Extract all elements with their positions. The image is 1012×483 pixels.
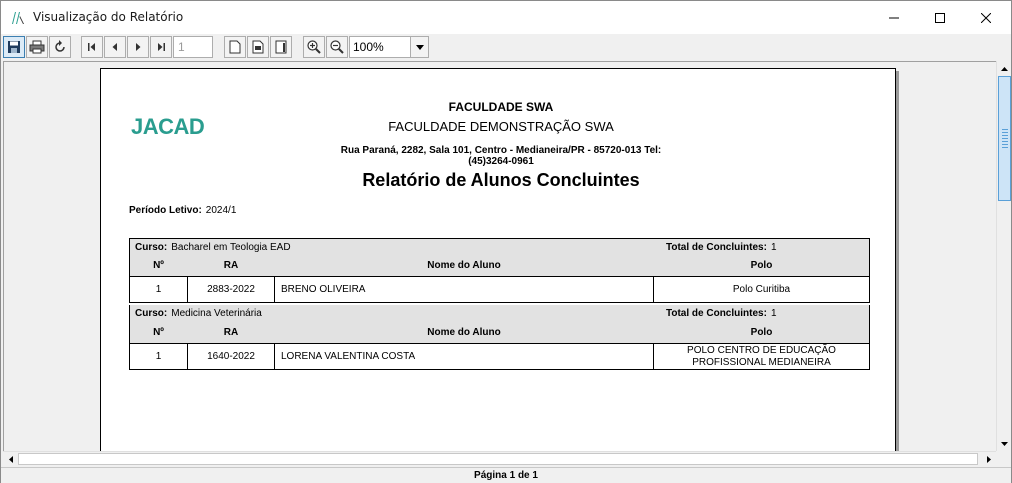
table-row <box>129 276 870 303</box>
cell-polo: Polo Curitiba <box>732 283 791 295</box>
next-page-button[interactable] <box>127 36 149 58</box>
total-label: Total de Concluintes: <box>666 242 767 253</box>
previous-page-icon <box>110 42 120 52</box>
academic-period <box>129 205 236 216</box>
scroll-up-icon[interactable] <box>997 61 1012 76</box>
chevron-down-icon[interactable] <box>410 37 428 57</box>
column-header-num: Nº <box>153 327 164 338</box>
scrollbar-corner <box>996 451 1011 466</box>
minimize-icon <box>889 13 899 23</box>
print-button[interactable] <box>26 36 48 58</box>
minimize-button[interactable] <box>871 1 917 34</box>
previous-page-button[interactable] <box>104 36 126 58</box>
cell-name: BRENO OLIVEIRA <box>281 284 366 295</box>
zoom-in-button[interactable] <box>303 36 325 58</box>
full-page-icon <box>275 40 287 54</box>
zoom-select[interactable] <box>349 36 429 58</box>
column-header-name: Nome do Aluno <box>427 260 501 271</box>
horizontal-scroll-track[interactable] <box>18 453 978 465</box>
course-header <box>129 238 870 257</box>
cell-name: LORENA VALENTINA COSTA <box>281 351 416 362</box>
course-label: Curso: <box>135 242 168 253</box>
institution-subtitle: FACULDADE DEMONSTRAÇÃO SWA <box>388 119 614 134</box>
zoom-out-button[interactable] <box>326 36 348 58</box>
scroll-right-icon[interactable] <box>981 452 996 467</box>
institution-address: Rua Paraná, 2282, Sala 101, Centro - Medianeira/PR - 85720-013 Tel: (45)3264-0961 <box>340 145 662 167</box>
maximize-button[interactable] <box>917 1 963 34</box>
last-page-button[interactable] <box>150 36 172 58</box>
institution-name: FACULDADE SWA <box>448 100 554 114</box>
app-icon <box>11 11 25 25</box>
next-page-icon <box>133 42 143 52</box>
jacad-logo: JACAD <box>131 114 205 139</box>
column-header-row <box>129 257 870 276</box>
report-page <box>100 68 896 451</box>
full-page-button[interactable] <box>270 36 292 58</box>
refresh-button[interactable] <box>49 36 71 58</box>
zoom-out-icon <box>330 40 344 54</box>
course-header <box>129 305 870 324</box>
preview-toolbar <box>1 34 1011 60</box>
period-label: Período Letivo: <box>129 205 202 216</box>
last-page-icon <box>156 42 166 52</box>
course-section <box>129 238 870 303</box>
window-title: Visualização do Relatório <box>33 10 184 24</box>
first-page-icon <box>87 42 97 52</box>
period-value: 2024/1 <box>205 205 237 216</box>
cell-num: 1 <box>155 284 162 295</box>
first-page-button[interactable] <box>81 36 103 58</box>
horizontal-scrollbar[interactable] <box>3 451 996 466</box>
close-icon <box>981 13 991 23</box>
page-info: Página 1 de 1 <box>474 470 538 481</box>
table-row <box>129 343 870 370</box>
column-header-polo: Polo <box>750 327 773 338</box>
course-label: Curso: <box>135 308 168 319</box>
single-page-icon <box>229 40 241 54</box>
vertical-scrollbar[interactable] <box>996 61 1011 451</box>
title-bar <box>1 1 1011 34</box>
save-icon <box>7 40 21 54</box>
zoom-in-icon <box>307 40 321 54</box>
column-header-ra: RA <box>223 327 239 338</box>
zoom-value: 100% <box>353 40 384 54</box>
page-width-icon <box>252 40 264 54</box>
column-header-name: Nome do Aluno <box>427 327 501 338</box>
page-number-input[interactable]: 1 <box>173 36 213 58</box>
total-label: Total de Concluintes: <box>666 308 767 319</box>
column-header-row <box>129 324 870 343</box>
column-header-ra: RA <box>223 260 239 271</box>
column-header-polo: Polo <box>750 260 773 271</box>
scroll-down-icon[interactable] <box>997 436 1012 451</box>
course-name: Bacharel em Teologia EAD <box>171 242 291 253</box>
save-button[interactable] <box>3 36 25 58</box>
printer-icon <box>29 40 45 54</box>
maximize-icon <box>935 13 945 23</box>
close-button[interactable] <box>963 1 1009 34</box>
vertical-scroll-thumb[interactable] <box>998 76 1011 201</box>
cell-num: 1 <box>155 351 162 362</box>
single-page-button[interactable] <box>224 36 246 58</box>
report-title: Relatório de Alunos Concluintes <box>362 170 640 190</box>
total-value: 1 <box>770 308 777 319</box>
cell-polo: POLO CENTRO DE EDUCAÇÃO PROFISSIONAL MEDIANEIRA <box>687 344 836 368</box>
page-width-button[interactable] <box>247 36 269 58</box>
course-name: Medicina Veterinária <box>171 308 262 319</box>
scroll-left-icon[interactable] <box>3 452 18 467</box>
course-section <box>129 305 870 370</box>
total-value: 1 <box>770 242 777 253</box>
preview-area[interactable] <box>3 61 996 451</box>
cell-ra: 2883-2022 <box>207 284 255 295</box>
status-bar <box>1 467 1011 483</box>
cell-ra: 1640-2022 <box>207 351 255 362</box>
refresh-icon <box>53 40 67 54</box>
column-header-num: Nº <box>153 260 164 271</box>
